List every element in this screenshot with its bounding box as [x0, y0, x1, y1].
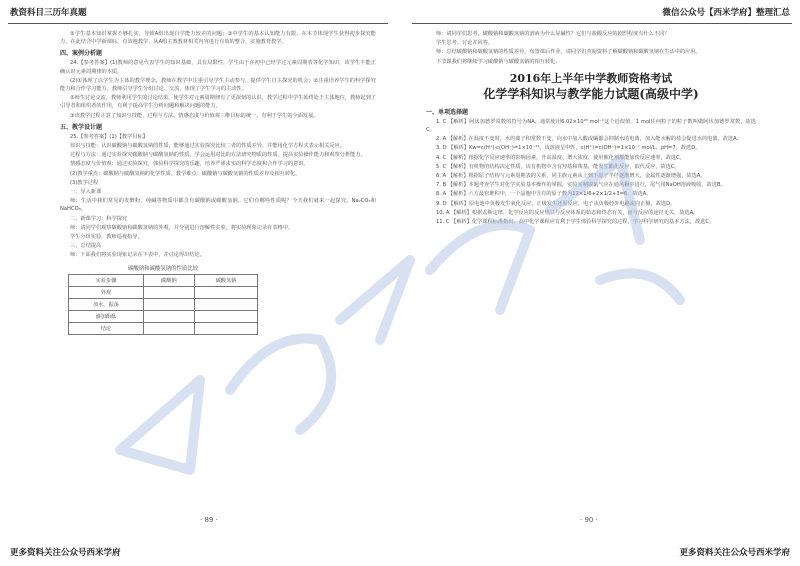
paragraph: 过程与方法：通过实验探究碳酸钠与碳酸氢钠的性质，学会运用对比的方法研究物质的性质，提高实验操作能力和观察分析能力。	[70, 152, 366, 159]
section-heading: 四、案例分析题	[60, 50, 103, 58]
table-cell: 加水，振荡	[69, 298, 144, 310]
paragraph: 师：下面我们将实验现象记录在下表中，并讨论得出结论。	[70, 252, 205, 259]
experiment-record-table	[68, 264, 258, 335]
answer-paragraph: 1. C 【解析】阿伏加德罗常数的符号为NA，通常使用6.02×10²³ mol⁻¹这个近似值。1 mol任何粒子的粒子数叫做阿伏加德罗常数，故选C。	[426, 118, 756, 134]
answer-paragraph: 6. A 【解析】根据原子结构与元素周期表的关系，同主族元素从上到下原子半径逐渐增大，金属性逐渐增强，故选A。	[436, 173, 706, 180]
paragraph: 知识与技能：认识碳酸钠与碳酸氢钠的性质，能够通过实验探究比较二者的性质差异，并能用化学方程式表示相关反应。	[70, 143, 345, 150]
table-cell	[194, 298, 257, 310]
section-heading: 一、单项选择题	[426, 108, 469, 116]
table-cell: 结论	[69, 322, 144, 334]
table-row	[69, 286, 258, 298]
paragraph: 情感态度与价值观：通过实验探究，体验科学探究的乐趣，培养严谨求实的科学态度和合作学习的意识。	[70, 161, 309, 168]
table-header-cell: 碳酸钠	[143, 274, 194, 286]
paragraph: 25.【参考答案】(1)【教学目标】	[70, 133, 148, 140]
table-row	[69, 310, 258, 322]
paragraph: 师：生活中我们常见的发酵粉、纯碱等物质中都含有碳酸钠或碳酸氢钠，它们有哪些性质呢？今天我们就来一起探究。Na₂CO₃和NaHCO₃。	[60, 198, 376, 213]
paragraph: 三、总结提高	[70, 243, 102, 250]
paragraph: 学生分组实验，教师巡视指导。	[70, 234, 143, 241]
page-number: · 89 ·	[200, 516, 218, 524]
header-left-title: 教资科目三历年真题	[10, 8, 87, 18]
paragraph: 学生思考、讨论并回答。	[436, 40, 494, 47]
table-header-cell: 碳酸氢钠	[194, 274, 257, 286]
table-cell	[194, 310, 257, 322]
paragraph: 一、导入新课	[70, 189, 102, 196]
paragraph: ②师生讨论交流，教师利用学生的讨论结果，使学生对元素周期律有了更深刻的认识，教学过程中学生始终处于主体地位，教师起到了引导者和组织者的作用，有利于提高学生分析问题和解决问题的能力。	[60, 95, 376, 110]
table-cell: 滴加酚酞	[69, 310, 144, 322]
header-divider-left	[8, 23, 388, 24]
table-cell: 外观	[69, 286, 144, 298]
answer-paragraph: 7. B 【解析】本题考查学生对化学实验基本操作的掌握，实验室制取氯气应在通风橱中进行，尾气用NaOH溶液吸收，故选B。	[436, 182, 726, 189]
paragraph: (3)教学过程	[70, 179, 99, 186]
footer-left-note: 更多资料关注公众号西米学府	[10, 548, 121, 558]
table-header-row	[69, 274, 258, 286]
header-right-title: 微信公众号【西米学府】整理汇总	[662, 8, 790, 18]
answer-paragraph: 2. A 【解析】在温度不变时，水的离子积常数不变，向水中加入酸或碱都会抑制水的电离，加入能水解的盐会促进水的电离，故选A。	[436, 136, 742, 143]
paragraph: 师：请同学们思考，碳酸钠和碳酸氢钠的溶液为什么显碱性？它们与盐酸反应的剧烈程度有什么不同？	[436, 31, 670, 37]
table-header-cell: 实验步骤	[69, 274, 144, 286]
table-cell	[143, 322, 194, 334]
footer-right-note: 更多资料关注公众号西米学府	[679, 548, 790, 558]
paragraph: 下节课我们将继续学习碳酸钠与碳酸氢钠的相互转化。	[436, 58, 561, 65]
answer-paragraph: 4. C 【解析】根据化学反应速率的影响因素，升高温度、增大浓度、使用催化剂都能加快反应速率，故选C。	[436, 154, 685, 161]
paragraph: ③该教学过程注意了知识与技能、过程与方法、情感态度与价值观三维目标的统一，有利于学生的全面发展。	[70, 112, 319, 119]
paragraph: 二、新课学习：科学探究	[70, 215, 128, 222]
answer-paragraph: 5. C 【解析】有机物的结构决定性质，该有机物中含有羟基和羧基，能发生酯化反应、取代反应，故选C。	[436, 163, 680, 170]
table-cell	[194, 286, 257, 298]
answer-paragraph: 9. D 【解析】原电池中负极发生氧化反应，正极发生还原反应，电子从负极经外电路流向正极，故选D。	[436, 200, 676, 207]
answer-paragraph: 8. A 【解析】六方最密堆积中，一个晶胞中含有的原子数为12×1/6+2×1/2+3=6，故选A。	[436, 191, 652, 198]
table-cell	[143, 298, 194, 310]
paragraph: (2)①体现了以学生为主体的教学理念，教师在教学中注重引导学生主动参与，提供学生自主探究的机会；②注重培养学生的科学探究能力和合作学习能力，教师引导学生分组讨论、交流，体现了学生学习的主动性。	[60, 77, 376, 93]
answer-paragraph: 11. C 【解析】化学课程标准指出，高中化学课程应有利于学生体验科学探究的过程，学习科学研究的基本方法，故选C。	[436, 219, 715, 226]
header-divider-right	[412, 23, 792, 24]
right-page-column	[426, 30, 756, 530]
table-caption: 碳酸钠和碳酸氢钠的性质比较	[127, 265, 199, 272]
answer-paragraph: 3. D 【解析】Kw=c(H⁺)·c(OH⁻)=1×10⁻¹⁴，该溶液呈中性，c(H⁺)=c(OH⁻)=1×10⁻⁷ mol/L，pH=7，故选D。	[436, 145, 701, 152]
table-row	[69, 322, 258, 334]
answer-paragraph: 10. A 【解析】根据盖斯定律，化学反应的反应热只与反应体系的始态和终态有关，而与反应的途径无关，故选A。	[436, 209, 699, 216]
table-row	[69, 298, 258, 310]
left-page-column	[60, 30, 376, 530]
paragraph: ②学生基本知识掌握不够扎实，导致A组出现自学能力较差的问题；③中学生的基本认知能力有限，在本节体现学生获得初步探究能力，在此结合中学新课标，有效地教学，从A组主教教材相关内容进行有效的整合，实施教育教学。	[60, 31, 376, 46]
section-heading: 五、教学设计题	[60, 123, 103, 131]
table-cell	[194, 322, 257, 334]
table-cell	[143, 310, 194, 322]
table-cell	[143, 286, 194, 298]
paragraph: 师：总结碳酸钠和碳酸氢钠的性质差异，布置课后作业，请同学们查阅资料了解碳酸钠和碳酸氢钠在生活中的应用。	[436, 49, 701, 56]
paragraph: (2)教学重点：碳酸钠与碳酸氢钠的化学性质。教学难点：碳酸钠与碳酸氢钠的性质差异及相互转化。	[70, 170, 301, 177]
page-number: · 90 ·	[580, 516, 598, 524]
exam-title: 2016年上半年中学教师资格考试	[509, 71, 673, 85]
paragraph: 师：请同学们观察碳酸钠和碳酸氢钠的外观，并分别进行溶解性实验，将实验现象记录在表格中。	[70, 224, 294, 231]
exam-subtitle: 化学学科知识与教学能力试题(高级中学)	[483, 86, 699, 101]
paragraph: 24.【参考答案】(1)教师的意见代表学生的知识基础，具有局限性，学生由于在初中已经学过元素周期表等化学知识，该学生不能正确认识元素周期律的本质。	[60, 60, 376, 75]
